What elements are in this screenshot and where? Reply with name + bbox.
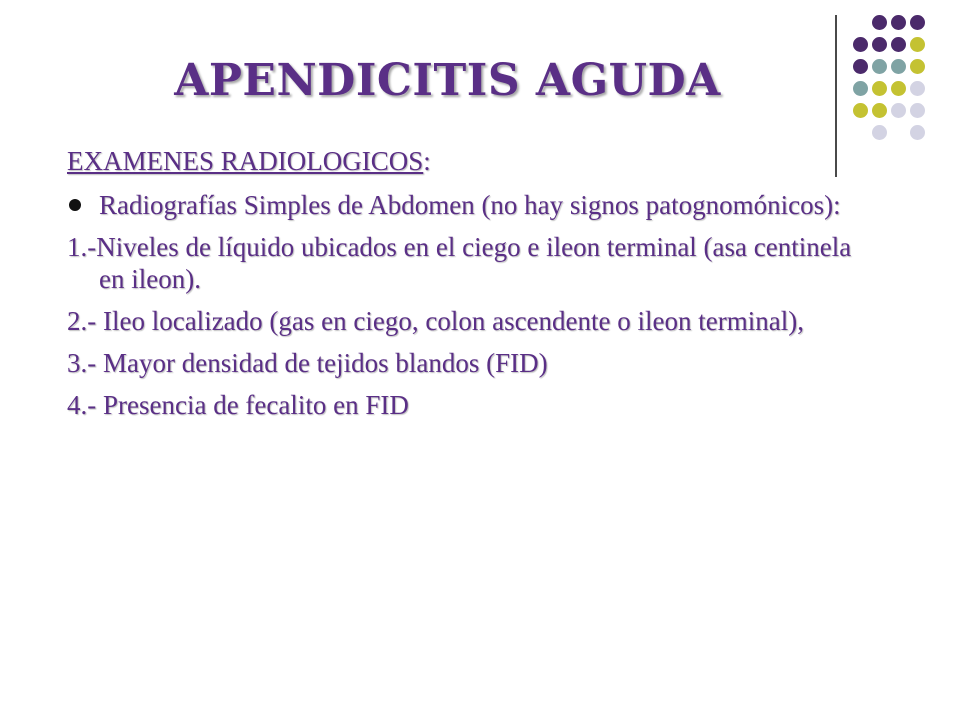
section-heading-text: EXAMENES RADIOLOGICOS bbox=[67, 146, 424, 176]
numbered-item-1: 1.-Niveles de líquido ubicados en el ciego e ileon terminal (asa centinela en ileon). bbox=[67, 232, 852, 294]
numbered-item-3: 3.- Mayor densidad de tejidos blandos (FID) bbox=[67, 348, 548, 378]
slide-content bbox=[67, 145, 857, 431]
decorative-dot bbox=[872, 125, 887, 140]
decorative-dot bbox=[910, 15, 925, 30]
decorative-dot bbox=[853, 37, 868, 52]
numbered-item-2: 2.- Ileo localizado (gas en ciego, colon ascendente o ileon terminal), bbox=[67, 306, 804, 336]
decorative-dot bbox=[910, 103, 925, 118]
decorative-dot bbox=[910, 59, 925, 74]
bullet-text: Radiografías Simples de Abdomen (no hay signos patognomónicos): bbox=[99, 190, 841, 220]
section-heading bbox=[67, 145, 857, 177]
section-heading-colon: : bbox=[423, 146, 431, 176]
bullet-dot-icon bbox=[69, 199, 81, 211]
decorative-dot bbox=[891, 15, 906, 30]
decorative-dot bbox=[910, 37, 925, 52]
decorative-dot bbox=[872, 15, 887, 30]
decorative-dot bbox=[891, 37, 906, 52]
bullet-item bbox=[67, 189, 857, 221]
numbered-item-4: 4.- Presencia de fecalito en FID bbox=[67, 390, 409, 420]
decorative-dot bbox=[872, 37, 887, 52]
slide-title: APENDICITIS AGUDA bbox=[174, 55, 721, 106]
decorative-dot bbox=[910, 81, 925, 96]
decorative-dot bbox=[910, 125, 925, 140]
